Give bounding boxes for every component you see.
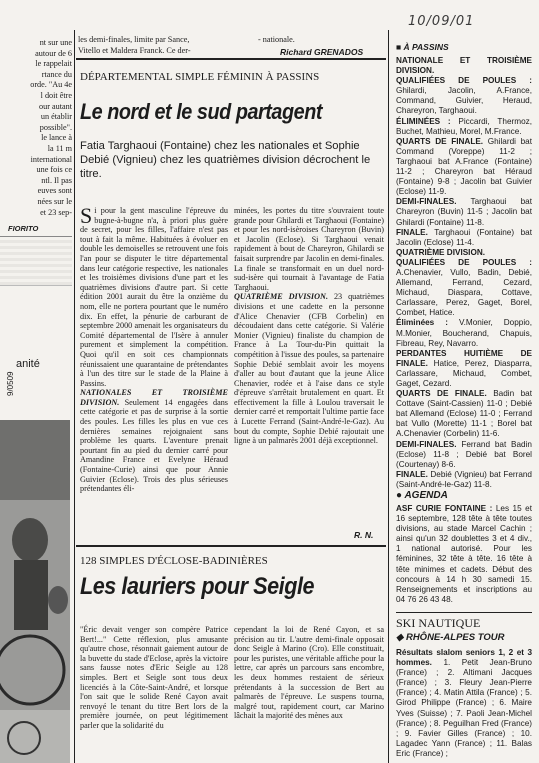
left-fragment-bottom-text: anité [16,358,40,370]
article1-column-1 [80,203,228,494]
left-fragment-line: ntl. Il pas [41,175,72,185]
top-fragment-line2: Vitello et Maldera Franck. Ce der- [78,46,191,55]
results-heading: QUALIFIÉES DE POULES : [396,76,532,86]
left-fragment-line: our autant [39,101,72,111]
results-heading: Éliminées : [396,318,448,328]
left-fragment-line: l doit être [40,90,72,100]
top-fragment-signature: Richard GRENADOS [280,47,364,57]
results-text: V.Monier, Doppio, M.Monier, Boucherand, Chapuis, Fibreau, Rey, Navarro. [396,318,532,348]
left-fragment-line: orde. "Au 4e [30,80,72,90]
agenda-section [396,490,532,605]
article-paragraph [234,206,384,292]
results-heading: QUALIFIÉES DE POULES : [396,257,532,267]
drop-cap: S [80,203,93,228]
column-rule-left [74,30,75,763]
results-text: Ghilardi, Jacolin, A.France, Command, Guivier, Heraud, Chareyron, Targhaoui. [396,86,532,116]
results-heading: NATIONALE ET TROISIÈME DIVISION. [396,56,532,76]
results-block [396,137,532,198]
results-block [396,197,532,227]
article2-headline: Les lauriers pour Seigle [80,573,315,600]
left-fragment-line: international [30,154,72,164]
left-fragment-line: nées sur le [37,196,72,206]
article-paragraph [80,388,228,494]
left-fragment-line: une fois ce [36,165,72,175]
article-rule-top [76,58,386,60]
ski-results: Résultats slalom seniors 1, 2 et 3 hommes. 1. Petit Jean-Bruno (France) ; 2. Altimani Jacques (France) ; 3. Fleury Jean-Pierre (France) ; 4. Matin Attila (France) ; 5. Girod Philippe (France) ; 6. Maire Yves (Suisse) ; 7. Paoli Jean-Michel (France) ; 8. Peguilhan Fred (France) ; 9. Favier Gilles (France) ; 10. Lagadec Yann (France) ; 11. Balas Eric (France) ; [396,648,532,758]
results-block [396,470,532,490]
left-fragment-column [0,38,72,218]
results-text: Ghilardi bat Command (Voreppe) 11-2 ; Targhaoui bat A.France (Fontaine) 11-2 ; Chareyron bat Héraud (Fontaine) 9-8 ; Jacolin bat Guivier (Eclose) 11-9. [396,136,532,197]
results-text: Hatice, Perez, Diasparra, Carlassare, Michaud, Combet, Gaget, Cezard. [396,358,532,388]
results-block [396,440,532,470]
article1-subhead: Fatia Targhaoui (Fontaine) chez les nationales et Sophie Debié (Vignieu) chez les quatrièmes division décrochent le titre. [80,140,371,180]
left-fragment-line: rtance du [41,69,72,79]
results-block [396,228,532,248]
column-rule-right [388,30,389,763]
ski-title: SKI NAUTIQUE [396,616,481,630]
agenda-title: ● AGENDA [396,490,448,501]
article-paragraph [234,292,384,446]
left-fragment-signature: FIORITO [8,224,39,233]
results-block [396,349,532,389]
results-text: Debié (Vignieu) bat Ferrand (Saint-André-le-Gaz) 11-8. [396,469,532,489]
results-block [396,258,532,319]
results-block [396,248,532,258]
article1-headline: Le nord et le sud partagent [80,99,322,124]
left-fragment-line: le rappelait [35,59,72,69]
article-paragraph [80,203,228,388]
results-text: A.Chenavier, Vullo, Badin, Debié, Allemand, Ferrand, Cezard, Michaud, Diaspara, Cottave, Carlassare, Perez, Gaget, Borel, Combet, Hatice. [396,267,532,318]
article2-column-2: cependant la loi de René Cayon, et sa précision au tir. L'autre demi-finale opposait donc Seigle à Marino (Cro). Elle constituait, pour les puristes, une véritable affiche pour la lettre, car après un parcours sans encombre, les deux hommes restaient de sérieux prétendants à la succession de Bert au palmarès de l'épreuve. Le suspens tourna, malgré tout, rapidement court, car Marino lâchait la majorité des mènes aux [234,625,384,721]
results-heading: QUARTS DE FINALE. [396,389,487,399]
article1-signature: R. N. [354,530,374,540]
right-rule [396,612,532,613]
results-text: Ferrand bat Badin (Eclose) 11-8 ; Debié bat Borel (Courtenay) 8-6. [396,439,532,469]
left-fragment-line: euves sont [37,186,72,196]
left-fragment-line: la 11 m [47,143,72,153]
left-fragment-line: un établir [40,112,72,122]
results-text: Targhaoui bat Chareyron (Buvin) 11-5 ; Jacolin bat Ghilardi (Fontaine) 11-8. [396,197,532,227]
paragraph-text: 23 quatrièmes divisions et une cadette en la personne d'Alice Chenavier (CFB Corbelin) en découdaient dans cette catégorie. Si Valérie Monier (Vignieu) finaliste du champion de France à La Tour-du-Pin quittait la compétition à l'issue des poules, sa partenaire Sophie Debié semblait avoir les moyens d'aller au bout d'autant que la jeune Alice Chenavier, rodée et à l'aise dans ce style d'épreuve s'arrêtait brutalement en quart. Et effectivement la fille à Loulou traversait le dernier carré et remportait l'ultime partie face à Lucette Ferrand (Saint-André-le-Gaz). Au bout du compte, Sophie Debié rajoutait une ligne à un palmarès 2001 déjà exceptionnel. [234,292,385,446]
results-heading: FINALE. [396,469,428,479]
results-text: Targhaoui (Fontaine) bat Jacolin (Eclose) 11-4. [396,227,532,247]
results-block [396,117,532,137]
left-fragment-line: possible". [39,122,72,132]
paragraph-lead: QUATRIÈME DIVISION. [234,292,328,302]
left-fragment-line: le lance à [41,133,72,143]
results-block [396,76,532,116]
results-block [396,389,532,439]
results-block [396,56,532,76]
article2-kicker: 128 SIMPLES D'ÉCLOSE-BADINIÈRES [80,555,268,567]
agenda-text: ASF CURIE FONTAINE : Les 15 et 16 septembre, 128 tête à tête toutes divisions, au stade Marcel Cachin ; ainsi qu'un 32 doublettes 3 et 4 div., 1 national autorisé. Pour les féminines, 32 tête à tête. 16 tête à tête minimes et cadets. Début des concours à 14 h 30 samedi 15. Renseignements et inscriptions au 04 76 26 43 48. [396,504,532,604]
results-block [396,318,532,348]
right-header-fragment: ■ À PASSINS [396,42,449,52]
article1-column-2 [234,206,384,446]
results-column [396,56,532,490]
results-text: Piccardi, Thermoz, Buchet, Mathieu, Morel, M.France. [396,116,532,136]
left-fragment-faded-area [0,236,72,286]
top-fragment-line1: les demi-finales, limite par Sance, [78,35,190,44]
paragraph-text: Seulement 14 engagées dans cette catégorie et pas de surprise à la sortie des poules. Les filles les plus en vue ces dernières semaines rejoignaient sans problème les quarts. L'aventure prenait pourtant fin au pied du dernier carré pour Amandine France et Evelyne Héraud (Fontaine-Curie) ainsi que pour Annie Guivier (Eclose). Trois des plus sérieuses prétendantes éli- [80,397,228,494]
results-heading: QUATRIÈME DIVISION. [396,247,486,257]
results-heading: PERDANTES HUITIÈME DE FINALE. [396,348,532,368]
results-text: Badin bat Cottave (Saint-Cassien) 11-0 ; Debié bat Allemand (Eclose) 11-0 ; Ferrand bat Vullo (Morette) 11-1 ; Borel bat A.Chenavier (Corbelin) 11-6. [396,389,532,439]
article2-column-1: "Éric devait venger son compère Patrice Bert!..." Cette réflexion, plus amusante qu'autre chose, résonnait gaiement autour de la buvette du stade d'Eclose, après la victoire sans fausse notes d'Eric Seigle au 128 simples. Bert et Seigle sont tous deux licenciés à la Côte-Saint-André, et lorsque l'on sait que le solide René Cayon avait renvoyé le tenant du titre Bert lors de la première journée, on peut légitimement parler que la solidarité du [80,625,228,730]
results-heading: DEMI-FINALES. [396,439,457,449]
results-heading: FINALE. [396,227,428,237]
left-fragment-line: autour de 6 [35,48,72,58]
paragraph-text: i pour la gent masculine l'épreuve du bugne-à-bugne n'a, à priori plus guère de secret, pour les filles, l'affaire n'est pas tout à fait la même. Habituées à évoluer en double les demoiselles se retrouvent une fois l'an pour se disputer le titre départemental dans leur catégorie respective, les nationales et les troisièmes divisions d'une part et les quatrièmes divisions d'autre part. Si cette édition 2001 aurait du être la onzième du nom, elle ne portera pourtant que le numéro dix. En effet, la pénurie de carburant de septembre 2000 amenait les organisateurs du Comité départemental de l'Isère à annuler purement et simplement la compétition. Quoi qu'il en soit ces championnats réunissaient une quarantaine de prétendantes à l'un des titre sur le stade de la Plaine à Passins. [80,206,228,388]
top-fragment-line1b: - nationale. [258,35,295,44]
paragraph-text: minées, les portes du titre s'ouvraient toute grande pour Ghilardi et Targhaoui (Fontaine) et pour les nord-isèroises Chareyron (Buvin) et Jacolin (Eclose). Si Targhaoui venait rapidement à bout de Chareyron, Ghilardi se faisait surprendre par Jacolin en demi-finales. La finale se transformait en un duel nord-sud-isère qui tournait à l'avantage de Fatia Targhaoui. [234,206,384,292]
left-fragment-line: nt sur une [39,38,72,47]
article1-kicker: DÉPARTEMENTAL SIMPLE FÉMININ À PASSINS [80,71,320,83]
results-heading: ÉLIMINÉES : [396,116,451,126]
vertical-code: 9/0509 [6,371,15,396]
paragraph-lead: NATIONALES ET TROISIÈME DIVISION. [80,388,228,407]
article-rule-middle [76,545,386,547]
left-fragment-line: et 23 sep- [40,207,72,217]
cyclist-photo-fragment [0,420,70,763]
ski-subtitle: ◆ RHÔNE-ALPES TOUR [396,632,505,643]
results-heading: QUARTS DE FINALE. [396,136,484,146]
results-heading: DEMI-FINALES. [396,197,457,207]
handwritten-date: 10/09/01 [408,14,475,29]
